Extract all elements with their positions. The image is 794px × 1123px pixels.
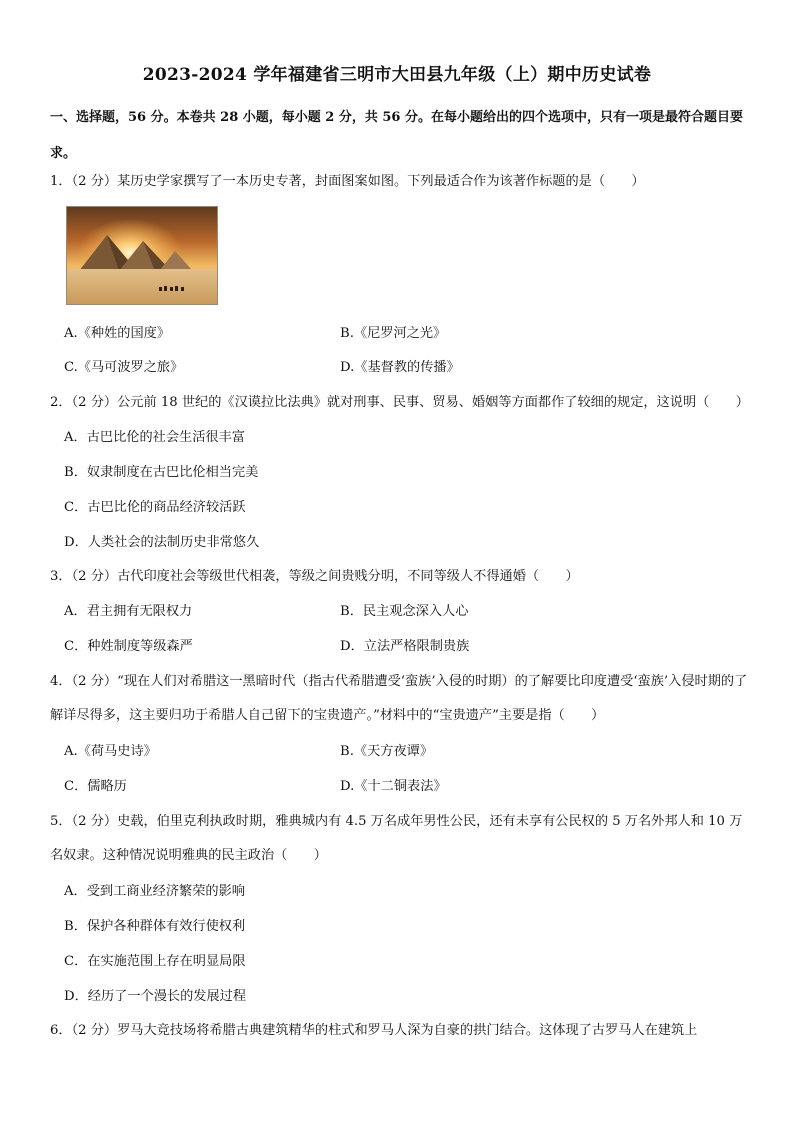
q3-option-c: C．种姓制度等级森严 (64, 639, 193, 654)
question-3-stem: 3．（2 分）古代印度社会等级世代相袭，等级之间贵贱分明，不同等级人不得通婚（ ） (50, 569, 579, 584)
q1-option-b: B.《尼罗河之光》 (340, 326, 447, 341)
question-4-stem: 4．（2 分）“现在人们对希腊这一黑暗时代（指古代希腊遭受‘蛮族’入侵的时期）的了解要比印度遭受‘蛮族’入侵时期的了解详尽得多，这主要归功于希腊人自己留下的宝贵遗产。”材料中的“宝贵遗产”主要是指（ ） (50, 674, 748, 723)
q3-option-b: B．民主观念深入人心 (340, 604, 469, 619)
q2-option-d: D．人类社会的法制历史非常悠久 (64, 535, 260, 550)
q5-option-a: A．受到工商业经济繁荣的影响 (64, 884, 245, 899)
q1-option-d: D.《基督教的传播》 (340, 360, 460, 375)
exam-title: 2023-2024 学年福建省三明市大田县九年级（上）期中历史试卷 (142, 65, 652, 85)
q4-option-d: D.《十二铜表法》 (340, 779, 447, 794)
question-6-stem: 6．（2 分）罗马大竞技场将希腊古典建筑精华的柱式和罗马人深为自豪的拱门结合。这体现了古罗马人在建筑上 (50, 1023, 698, 1038)
q3-option-a: A．君主拥有无限权力 (64, 604, 193, 619)
q1-option-a: A.《种姓的国度》 (64, 326, 171, 341)
pyramids-image (66, 206, 218, 305)
q5-option-c: C．在实施范围上存在明显局限 (64, 954, 246, 969)
q4-option-c: C．儒略历 (64, 779, 127, 794)
question-5-stem: 5．（2 分）史载，伯里克利执政时期，雅典城内有 4.5 万名成年男性公民，还有未享有公民权的 5 万名外邦人和 10 万名奴隶。这种情况说明雅典的民主政治（ ） (50, 814, 743, 863)
q5-option-b: B．保护各种群体有效行使权利 (64, 919, 246, 934)
q2-option-c: C．古巴比伦的商品经济较活跃 (64, 500, 246, 515)
question-2-stem: 2．（2 分）公元前 18 世纪的《汉谟拉比法典》就对刑事、民事、贸易、婚姻等方面都作了较细的规定，这说明（ ） (50, 395, 749, 410)
q4-option-b: B.《天方夜谭》 (340, 744, 434, 759)
q4-option-a: A.《荷马史诗》 (64, 744, 157, 759)
q3-option-d: D．立法严格限制贵族 (340, 639, 470, 654)
pyramids-illustration (67, 207, 217, 304)
section-instructions: 一、选择题，56 分。本卷共 28 小题，每小题 2 分，共 56 分。在每小题给出的四个选项中，只有一项是最符合题目要求。 (50, 110, 743, 161)
q1-option-c: C.《马可波罗之旅》 (64, 360, 184, 375)
q5-option-d: D．经历了一个漫长的发展过程 (64, 989, 247, 1004)
q2-option-b: B．奴隶制度在古巴比伦相当完美 (64, 465, 259, 480)
question-1-stem: 1．（2 分）某历史学家撰写了一本历史专著，封面图案如图。下列最适合作为该著作标题的是（ ） (50, 174, 645, 189)
q2-option-a: A．古巴比伦的社会生活很丰富 (64, 430, 245, 445)
